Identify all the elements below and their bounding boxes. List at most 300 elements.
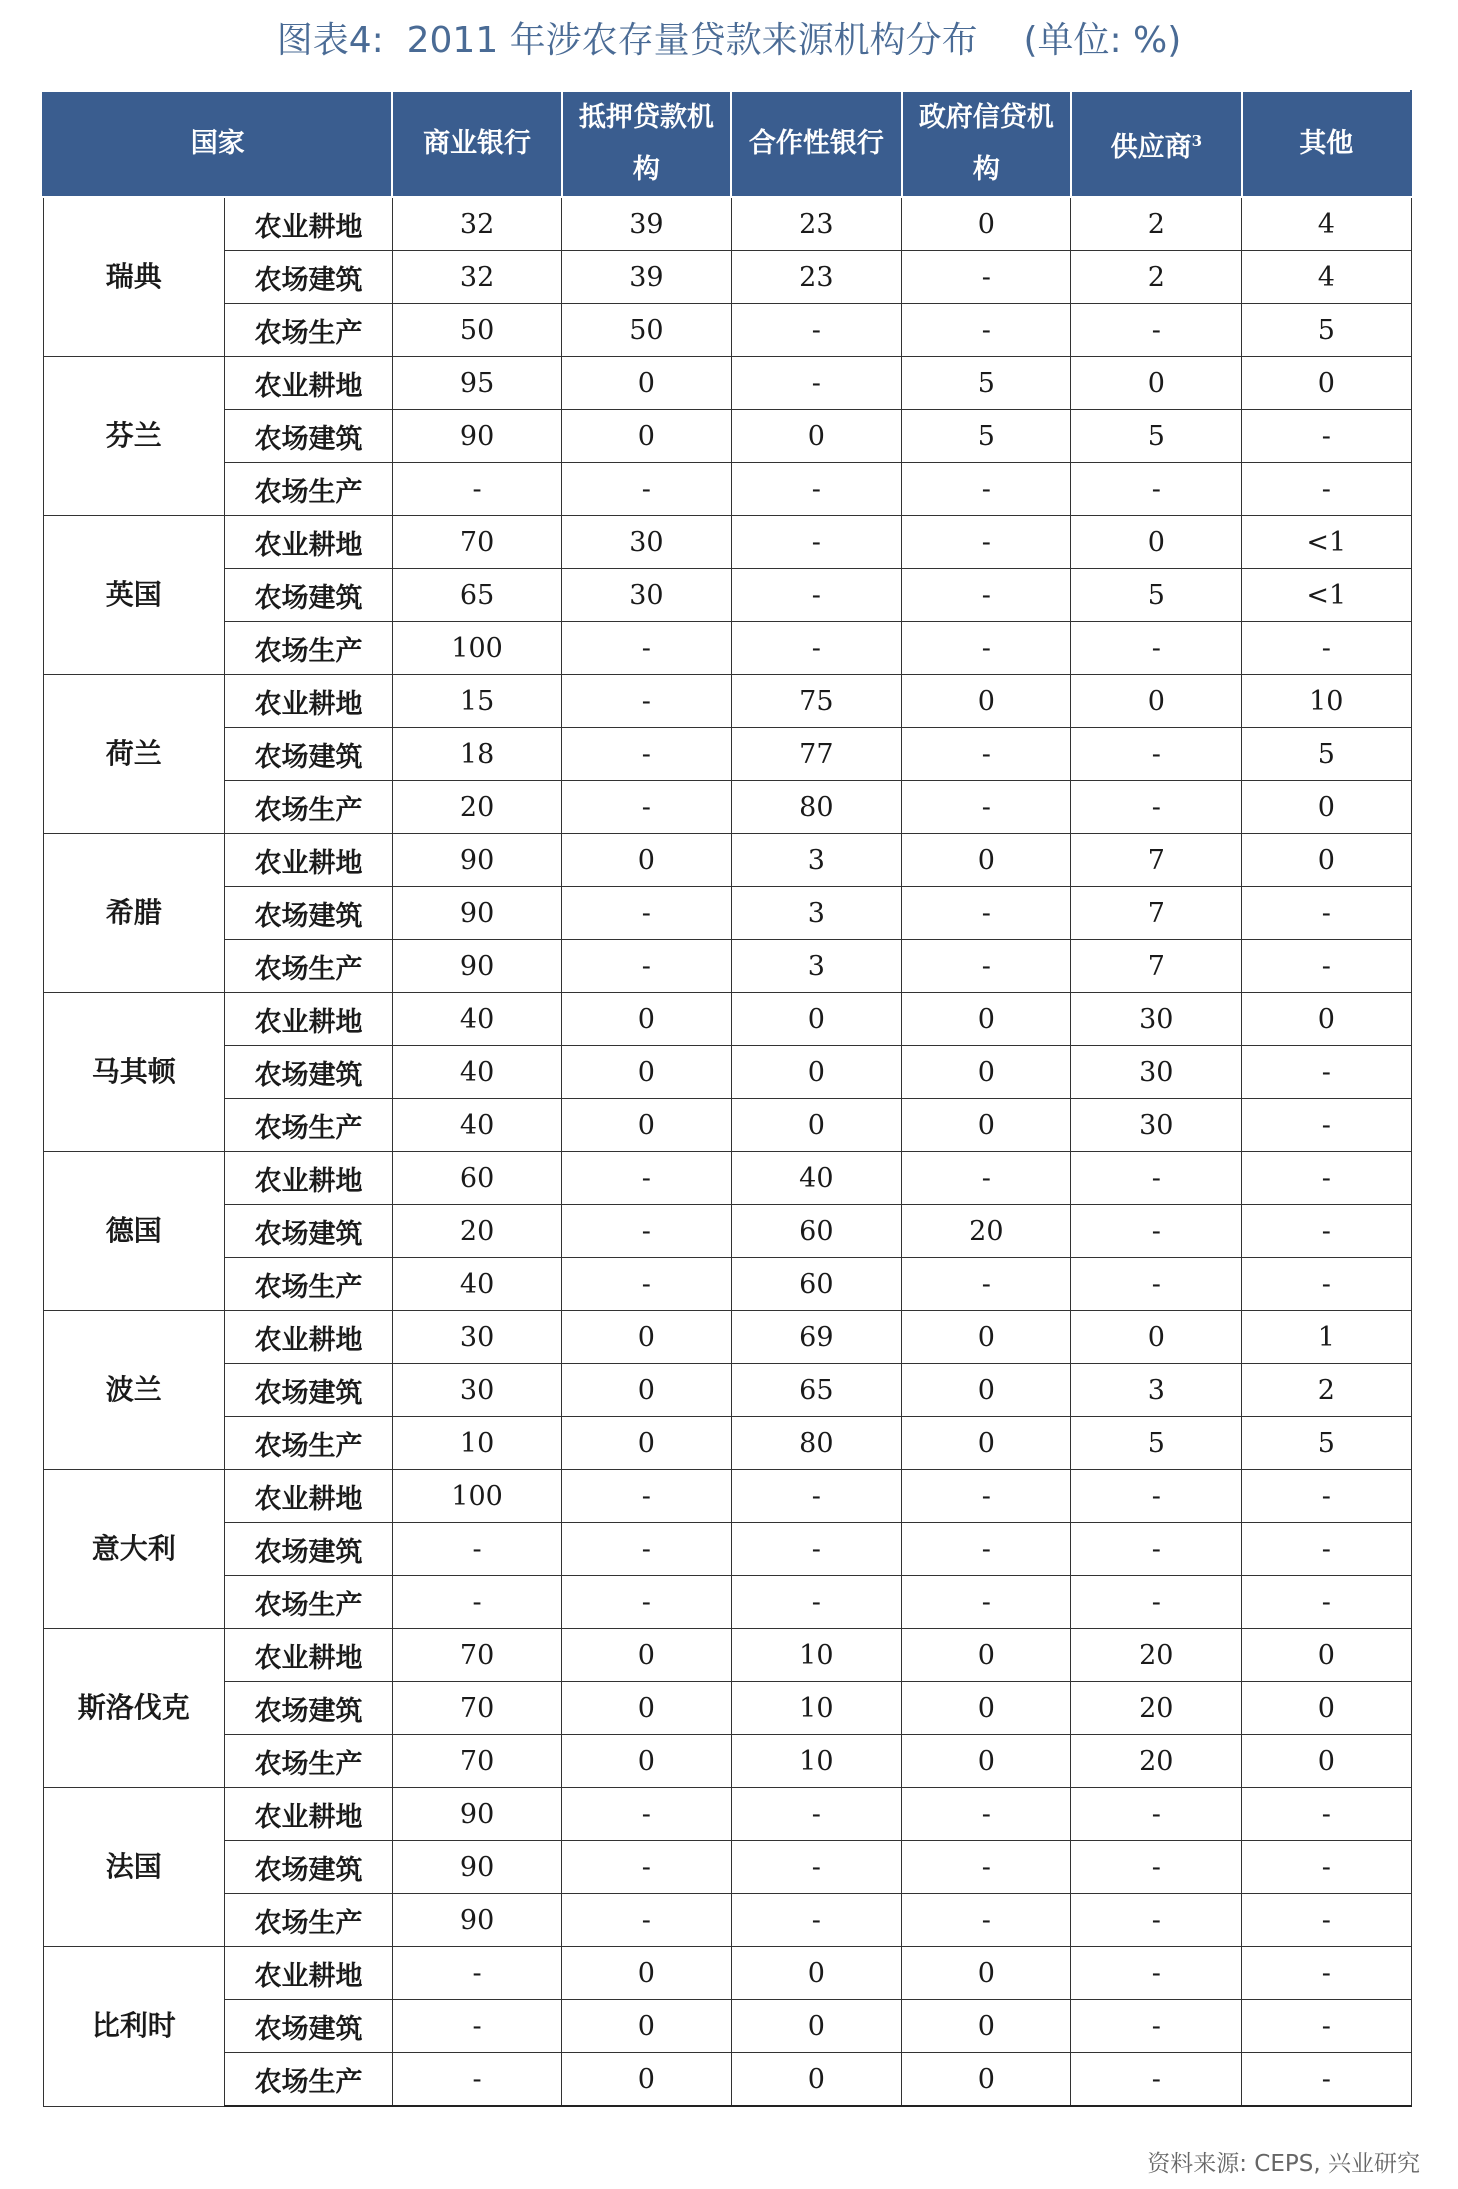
value-cell-supplier: 20 xyxy=(1071,1629,1242,1682)
value-cell-other: 0 xyxy=(1242,834,1411,887)
value-cell-cooperative-bank: 60 xyxy=(731,1205,902,1258)
value-cell-mortgage-institution: - xyxy=(562,1523,731,1576)
value-cell-supplier: - xyxy=(1071,1205,1242,1258)
value-cell-cooperative-bank: - xyxy=(731,1894,902,1947)
value-cell-cooperative-bank: 80 xyxy=(731,1417,902,1470)
value-cell-mortgage-institution: 0 xyxy=(562,2053,731,2107)
country-cell: 波兰 xyxy=(43,1311,224,1470)
value-cell-commercial-bank: - xyxy=(392,463,561,516)
table-row xyxy=(43,357,1411,410)
value-cell-supplier: - xyxy=(1071,1152,1242,1205)
value-cell-supplier: 5 xyxy=(1071,410,1242,463)
loan-type-cell: 农场生产 xyxy=(224,463,392,516)
value-cell-mortgage-institution: - xyxy=(562,1470,731,1523)
value-cell-government-credit: - xyxy=(902,1894,1071,1947)
country-cell: 希腊 xyxy=(43,834,224,993)
table-row xyxy=(43,2000,1411,2053)
loan-type-cell: 农场建筑 xyxy=(224,1841,392,1894)
value-cell-cooperative-bank: 80 xyxy=(731,781,902,834)
table-row xyxy=(43,1735,1411,1788)
table-row xyxy=(43,675,1411,728)
value-cell-cooperative-bank: 77 xyxy=(731,728,902,781)
value-cell-other: - xyxy=(1242,2000,1411,2053)
value-cell-cooperative-bank: - xyxy=(731,1470,902,1523)
value-cell-commercial-bank: 40 xyxy=(392,1099,561,1152)
loan-type-cell: 农业耕地 xyxy=(224,357,392,410)
value-cell-cooperative-bank: 10 xyxy=(731,1735,902,1788)
value-cell-commercial-bank: 100 xyxy=(392,622,561,675)
value-cell-mortgage-institution: 0 xyxy=(562,1311,731,1364)
table-row xyxy=(43,1947,1411,2000)
value-cell-commercial-bank: - xyxy=(392,1576,561,1629)
loan-type-cell: 农场建筑 xyxy=(224,1682,392,1735)
table-row xyxy=(43,251,1411,304)
value-cell-commercial-bank: 10 xyxy=(392,1417,561,1470)
country-cell: 斯洛伐克 xyxy=(43,1629,224,1788)
value-cell-supplier: 7 xyxy=(1071,834,1242,887)
value-cell-cooperative-bank: - xyxy=(731,622,902,675)
value-cell-mortgage-institution: 0 xyxy=(562,410,731,463)
value-cell-supplier: 0 xyxy=(1071,1311,1242,1364)
value-cell-supplier: - xyxy=(1071,463,1242,516)
value-cell-supplier: - xyxy=(1071,1788,1242,1841)
value-cell-supplier: 0 xyxy=(1071,357,1242,410)
value-cell-government-credit: - xyxy=(902,622,1071,675)
value-cell-supplier: 30 xyxy=(1071,993,1242,1046)
value-cell-other: - xyxy=(1242,1841,1411,1894)
loan-type-cell: 农场建筑 xyxy=(224,1523,392,1576)
value-cell-mortgage-institution: - xyxy=(562,728,731,781)
value-cell-mortgage-institution: - xyxy=(562,1788,731,1841)
value-cell-commercial-bank: 70 xyxy=(392,1682,561,1735)
header-supplier xyxy=(1071,91,1242,197)
value-cell-government-credit: 0 xyxy=(902,2000,1071,2053)
value-cell-cooperative-bank: - xyxy=(731,357,902,410)
table-row xyxy=(43,940,1411,993)
value-cell-commercial-bank: 90 xyxy=(392,940,561,993)
loan-type-cell: 农场生产 xyxy=(224,304,392,357)
value-cell-commercial-bank: - xyxy=(392,1947,561,2000)
table-row xyxy=(43,2053,1411,2107)
loan-type-cell: 农场建筑 xyxy=(224,887,392,940)
table-row xyxy=(43,1470,1411,1523)
country-cell: 荷兰 xyxy=(43,675,224,834)
value-cell-cooperative-bank: - xyxy=(731,304,902,357)
value-cell-cooperative-bank: 10 xyxy=(731,1629,902,1682)
value-cell-other: - xyxy=(1242,2053,1411,2107)
value-cell-mortgage-institution: 0 xyxy=(562,1947,731,2000)
value-cell-mortgage-institution: 0 xyxy=(562,1364,731,1417)
value-cell-other: <1 xyxy=(1242,569,1411,622)
value-cell-other: - xyxy=(1242,463,1411,516)
value-cell-other: 0 xyxy=(1242,781,1411,834)
value-cell-cooperative-bank: - xyxy=(731,516,902,569)
value-cell-cooperative-bank: 69 xyxy=(731,1311,902,1364)
value-cell-government-credit: - xyxy=(902,1788,1071,1841)
value-cell-mortgage-institution: 0 xyxy=(562,1099,731,1152)
value-cell-commercial-bank: - xyxy=(392,2053,561,2107)
value-cell-government-credit: - xyxy=(902,304,1071,357)
country-cell: 意大利 xyxy=(43,1470,224,1629)
value-cell-other: - xyxy=(1242,1205,1411,1258)
source-note: 资料来源: CEPS, 兴业研究 xyxy=(1147,2151,1420,2177)
value-cell-other: - xyxy=(1242,1470,1411,1523)
loan-type-cell: 农场建筑 xyxy=(224,728,392,781)
loan-type-cell: 农场生产 xyxy=(224,2053,392,2107)
value-cell-mortgage-institution: 30 xyxy=(562,569,731,622)
value-cell-cooperative-bank: - xyxy=(731,463,902,516)
value-cell-cooperative-bank: - xyxy=(731,1788,902,1841)
value-cell-cooperative-bank: 10 xyxy=(731,1682,902,1735)
value-cell-cooperative-bank: - xyxy=(731,1841,902,1894)
value-cell-cooperative-bank: 0 xyxy=(731,2000,902,2053)
value-cell-cooperative-bank: - xyxy=(731,569,902,622)
table-row xyxy=(43,1311,1411,1364)
value-cell-supplier: 20 xyxy=(1071,1735,1242,1788)
value-cell-mortgage-institution: - xyxy=(562,887,731,940)
value-cell-supplier: - xyxy=(1071,2053,1242,2107)
loan-type-cell: 农场生产 xyxy=(224,1735,392,1788)
value-cell-other: 5 xyxy=(1242,304,1411,357)
country-cell: 法国 xyxy=(43,1788,224,1947)
value-cell-other: 0 xyxy=(1242,1735,1411,1788)
table-row xyxy=(43,1099,1411,1152)
value-cell-commercial-bank: - xyxy=(392,1523,561,1576)
value-cell-government-credit: 0 xyxy=(902,1311,1071,1364)
header-supplier-label: 供应商 xyxy=(1110,131,1192,163)
value-cell-other: - xyxy=(1242,622,1411,675)
value-cell-mortgage-institution: 0 xyxy=(562,357,731,410)
value-cell-government-credit: - xyxy=(902,940,1071,993)
value-cell-cooperative-bank: 40 xyxy=(731,1152,902,1205)
value-cell-supplier: - xyxy=(1071,728,1242,781)
value-cell-supplier: 5 xyxy=(1071,1417,1242,1470)
value-cell-other: 4 xyxy=(1242,251,1411,304)
value-cell-government-credit: 0 xyxy=(902,197,1071,251)
value-cell-commercial-bank: 50 xyxy=(392,304,561,357)
value-cell-commercial-bank: 100 xyxy=(392,1470,561,1523)
value-cell-cooperative-bank: 3 xyxy=(731,834,902,887)
value-cell-commercial-bank: 95 xyxy=(392,357,561,410)
value-cell-supplier: - xyxy=(1071,1523,1242,1576)
value-cell-government-credit: 0 xyxy=(902,675,1071,728)
value-cell-mortgage-institution: 0 xyxy=(562,834,731,887)
value-cell-supplier: 7 xyxy=(1071,940,1242,993)
value-cell-cooperative-bank: 3 xyxy=(731,940,902,993)
table-row xyxy=(43,1046,1411,1099)
table-row xyxy=(43,1417,1411,1470)
table-row xyxy=(43,463,1411,516)
value-cell-supplier: - xyxy=(1071,1947,1242,2000)
value-cell-commercial-bank: 90 xyxy=(392,1894,561,1947)
value-cell-commercial-bank: 65 xyxy=(392,569,561,622)
table-row xyxy=(43,1629,1411,1682)
country-cell: 德国 xyxy=(43,1152,224,1311)
loan-type-cell: 农场生产 xyxy=(224,1894,392,1947)
table-row xyxy=(43,728,1411,781)
value-cell-government-credit: 0 xyxy=(902,1364,1071,1417)
loan-type-cell: 农业耕地 xyxy=(224,197,392,251)
loan-type-cell: 农场建筑 xyxy=(224,1205,392,1258)
value-cell-government-credit: 0 xyxy=(902,993,1071,1046)
value-cell-cooperative-bank: - xyxy=(731,1523,902,1576)
table-row xyxy=(43,1841,1411,1894)
value-cell-commercial-bank: 30 xyxy=(392,1364,561,1417)
value-cell-mortgage-institution: - xyxy=(562,781,731,834)
value-cell-supplier: - xyxy=(1071,2000,1242,2053)
loan-type-cell: 农业耕地 xyxy=(224,1470,392,1523)
loan-type-cell: 农场生产 xyxy=(224,1417,392,1470)
value-cell-mortgage-institution: - xyxy=(562,1576,731,1629)
value-cell-other: - xyxy=(1242,1099,1411,1152)
loan-type-cell: 农业耕地 xyxy=(224,675,392,728)
value-cell-commercial-bank: 60 xyxy=(392,1152,561,1205)
value-cell-cooperative-bank: 65 xyxy=(731,1364,902,1417)
value-cell-other: 2 xyxy=(1242,1364,1411,1417)
loan-type-cell: 农场建筑 xyxy=(224,1046,392,1099)
value-cell-government-credit: 0 xyxy=(902,2053,1071,2107)
value-cell-mortgage-institution: 0 xyxy=(562,1735,731,1788)
value-cell-other: - xyxy=(1242,887,1411,940)
value-cell-mortgage-institution: 0 xyxy=(562,1417,731,1470)
value-cell-government-credit: - xyxy=(902,251,1071,304)
value-cell-government-credit: 0 xyxy=(902,1099,1071,1152)
value-cell-cooperative-bank: 0 xyxy=(731,993,902,1046)
table-row xyxy=(43,1205,1411,1258)
value-cell-other: 0 xyxy=(1242,1682,1411,1735)
loan-type-cell: 农场生产 xyxy=(224,781,392,834)
value-cell-commercial-bank: 90 xyxy=(392,1841,561,1894)
header-row xyxy=(43,91,1411,197)
value-cell-mortgage-institution: - xyxy=(562,940,731,993)
value-cell-supplier: - xyxy=(1071,1258,1242,1311)
value-cell-supplier: 0 xyxy=(1071,675,1242,728)
value-cell-government-credit: - xyxy=(902,1523,1071,1576)
loan-type-cell: 农场建筑 xyxy=(224,410,392,463)
value-cell-mortgage-institution: - xyxy=(562,1258,731,1311)
value-cell-government-credit: - xyxy=(902,516,1071,569)
value-cell-commercial-bank: 15 xyxy=(392,675,561,728)
value-cell-commercial-bank: 70 xyxy=(392,1629,561,1682)
loan-source-table-container xyxy=(42,90,1412,2107)
header-mortgage-institution: 抵押贷款机构 xyxy=(562,91,731,197)
value-cell-cooperative-bank: 0 xyxy=(731,410,902,463)
country-cell: 马其顿 xyxy=(43,993,224,1152)
value-cell-commercial-bank: 90 xyxy=(392,887,561,940)
value-cell-cooperative-bank: 23 xyxy=(731,251,902,304)
value-cell-government-credit: 0 xyxy=(902,1417,1071,1470)
value-cell-supplier: 30 xyxy=(1071,1099,1242,1152)
header-supplier-footnote: 3 xyxy=(1191,131,1203,150)
value-cell-commercial-bank: 30 xyxy=(392,1311,561,1364)
value-cell-commercial-bank: 40 xyxy=(392,1258,561,1311)
value-cell-other: 1 xyxy=(1242,1311,1411,1364)
loan-type-cell: 农业耕地 xyxy=(224,1947,392,2000)
table-row xyxy=(43,1682,1411,1735)
value-cell-government-credit: 5 xyxy=(902,410,1071,463)
table-row xyxy=(43,834,1411,887)
value-cell-government-credit: - xyxy=(902,781,1071,834)
value-cell-supplier: - xyxy=(1071,1576,1242,1629)
loan-type-cell: 农场建筑 xyxy=(224,251,392,304)
value-cell-mortgage-institution: - xyxy=(562,1841,731,1894)
value-cell-cooperative-bank: 0 xyxy=(731,1099,902,1152)
value-cell-commercial-bank: 32 xyxy=(392,251,561,304)
value-cell-commercial-bank: 18 xyxy=(392,728,561,781)
value-cell-other: - xyxy=(1242,940,1411,993)
table-row xyxy=(43,622,1411,675)
header-cooperative-bank: 合作性银行 xyxy=(731,91,902,197)
value-cell-mortgage-institution: - xyxy=(562,1894,731,1947)
value-cell-other: - xyxy=(1242,1894,1411,1947)
value-cell-government-credit: 0 xyxy=(902,1629,1071,1682)
value-cell-government-credit: - xyxy=(902,728,1071,781)
value-cell-mortgage-institution: 30 xyxy=(562,516,731,569)
value-cell-supplier: - xyxy=(1071,1470,1242,1523)
value-cell-supplier: 0 xyxy=(1071,516,1242,569)
value-cell-commercial-bank: 40 xyxy=(392,1046,561,1099)
loan-type-cell: 农场生产 xyxy=(224,622,392,675)
value-cell-commercial-bank: 40 xyxy=(392,993,561,1046)
value-cell-supplier: 7 xyxy=(1071,887,1242,940)
value-cell-cooperative-bank: 23 xyxy=(731,197,902,251)
value-cell-commercial-bank: 32 xyxy=(392,197,561,251)
table-row xyxy=(43,1152,1411,1205)
value-cell-government-credit: - xyxy=(902,1152,1071,1205)
table-row xyxy=(43,1523,1411,1576)
value-cell-cooperative-bank: 0 xyxy=(731,1046,902,1099)
value-cell-mortgage-institution: 0 xyxy=(562,1682,731,1735)
country-cell: 芬兰 xyxy=(43,357,224,516)
table-row xyxy=(43,569,1411,622)
value-cell-other: - xyxy=(1242,1788,1411,1841)
header-country: 国家 xyxy=(43,91,392,197)
value-cell-mortgage-institution: 50 xyxy=(562,304,731,357)
value-cell-mortgage-institution: - xyxy=(562,1152,731,1205)
value-cell-supplier: - xyxy=(1071,1841,1242,1894)
loan-type-cell: 农业耕地 xyxy=(224,516,392,569)
table-row xyxy=(43,781,1411,834)
value-cell-other: 5 xyxy=(1242,728,1411,781)
loan-type-cell: 农场生产 xyxy=(224,1576,392,1629)
loan-type-cell: 农业耕地 xyxy=(224,1311,392,1364)
value-cell-cooperative-bank: 3 xyxy=(731,887,902,940)
value-cell-other: 0 xyxy=(1242,1629,1411,1682)
value-cell-commercial-bank: - xyxy=(392,2000,561,2053)
value-cell-commercial-bank: 70 xyxy=(392,516,561,569)
country-cell: 英国 xyxy=(43,516,224,675)
table-row xyxy=(43,410,1411,463)
table-row xyxy=(43,993,1411,1046)
value-cell-supplier: - xyxy=(1071,781,1242,834)
loan-type-cell: 农场生产 xyxy=(224,940,392,993)
value-cell-government-credit: - xyxy=(902,1576,1071,1629)
value-cell-supplier: 3 xyxy=(1071,1364,1242,1417)
value-cell-government-credit: 0 xyxy=(902,834,1071,887)
value-cell-mortgage-institution: - xyxy=(562,675,731,728)
value-cell-supplier: - xyxy=(1071,1894,1242,1947)
value-cell-mortgage-institution: 39 xyxy=(562,251,731,304)
value-cell-commercial-bank: 70 xyxy=(392,1735,561,1788)
value-cell-other: 10 xyxy=(1242,675,1411,728)
value-cell-government-credit: - xyxy=(902,887,1071,940)
value-cell-government-credit: 0 xyxy=(902,1682,1071,1735)
table-row xyxy=(43,1576,1411,1629)
value-cell-cooperative-bank: 60 xyxy=(731,1258,902,1311)
value-cell-other: <1 xyxy=(1242,516,1411,569)
table-row xyxy=(43,1788,1411,1841)
value-cell-other: - xyxy=(1242,1152,1411,1205)
table-row xyxy=(43,1364,1411,1417)
value-cell-supplier: 2 xyxy=(1071,197,1242,251)
loan-type-cell: 农场建筑 xyxy=(224,2000,392,2053)
value-cell-cooperative-bank: 75 xyxy=(731,675,902,728)
value-cell-mortgage-institution: 39 xyxy=(562,197,731,251)
table-row xyxy=(43,1894,1411,1947)
country-cell: 比利时 xyxy=(43,1947,224,2107)
loan-type-cell: 农业耕地 xyxy=(224,993,392,1046)
value-cell-government-credit: - xyxy=(902,1470,1071,1523)
loan-type-cell: 农业耕地 xyxy=(224,834,392,887)
loan-type-cell: 农业耕地 xyxy=(224,1629,392,1682)
value-cell-supplier: 30 xyxy=(1071,1046,1242,1099)
value-cell-government-credit: - xyxy=(902,463,1071,516)
value-cell-cooperative-bank: 0 xyxy=(731,2053,902,2107)
loan-type-cell: 农业耕地 xyxy=(224,1152,392,1205)
value-cell-government-credit: 0 xyxy=(902,1046,1071,1099)
value-cell-supplier: 5 xyxy=(1071,569,1242,622)
page-title: 图表4: 2011 年涉农存量贷款来源机构分布 (单位: %) xyxy=(276,20,1182,61)
value-cell-supplier: 2 xyxy=(1071,251,1242,304)
value-cell-commercial-bank: 20 xyxy=(392,1205,561,1258)
value-cell-mortgage-institution: - xyxy=(562,1205,731,1258)
loan-source-table xyxy=(42,90,1412,2107)
value-cell-other: - xyxy=(1242,1046,1411,1099)
table-row xyxy=(43,197,1411,251)
value-cell-mortgage-institution: 0 xyxy=(562,2000,731,2053)
table-row xyxy=(43,887,1411,940)
value-cell-other: 4 xyxy=(1242,197,1411,251)
value-cell-other: - xyxy=(1242,410,1411,463)
value-cell-other: - xyxy=(1242,1258,1411,1311)
value-cell-government-credit: - xyxy=(902,1258,1071,1311)
value-cell-commercial-bank: 90 xyxy=(392,834,561,887)
loan-type-cell: 农场生产 xyxy=(224,1099,392,1152)
value-cell-other: 5 xyxy=(1242,1417,1411,1470)
value-cell-government-credit: 0 xyxy=(902,1947,1071,2000)
table-row xyxy=(43,516,1411,569)
value-cell-other: - xyxy=(1242,1947,1411,2000)
value-cell-cooperative-bank: 0 xyxy=(731,1947,902,2000)
loan-type-cell: 农业耕地 xyxy=(224,1788,392,1841)
value-cell-commercial-bank: 90 xyxy=(392,410,561,463)
value-cell-mortgage-institution: 0 xyxy=(562,993,731,1046)
value-cell-mortgage-institution: 0 xyxy=(562,1629,731,1682)
table-row xyxy=(43,1258,1411,1311)
loan-type-cell: 农场建筑 xyxy=(224,1364,392,1417)
value-cell-commercial-bank: 90 xyxy=(392,1788,561,1841)
value-cell-government-credit: 0 xyxy=(902,1735,1071,1788)
value-cell-mortgage-institution: - xyxy=(562,463,731,516)
value-cell-government-credit: 20 xyxy=(902,1205,1071,1258)
header-commercial-bank: 商业银行 xyxy=(392,91,561,197)
header-government-credit: 政府信贷机构 xyxy=(902,91,1071,197)
loan-type-cell: 农场建筑 xyxy=(224,569,392,622)
country-cell: 瑞典 xyxy=(43,197,224,357)
value-cell-government-credit: - xyxy=(902,569,1071,622)
header-other: 其他 xyxy=(1242,91,1411,197)
value-cell-supplier: 20 xyxy=(1071,1682,1242,1735)
